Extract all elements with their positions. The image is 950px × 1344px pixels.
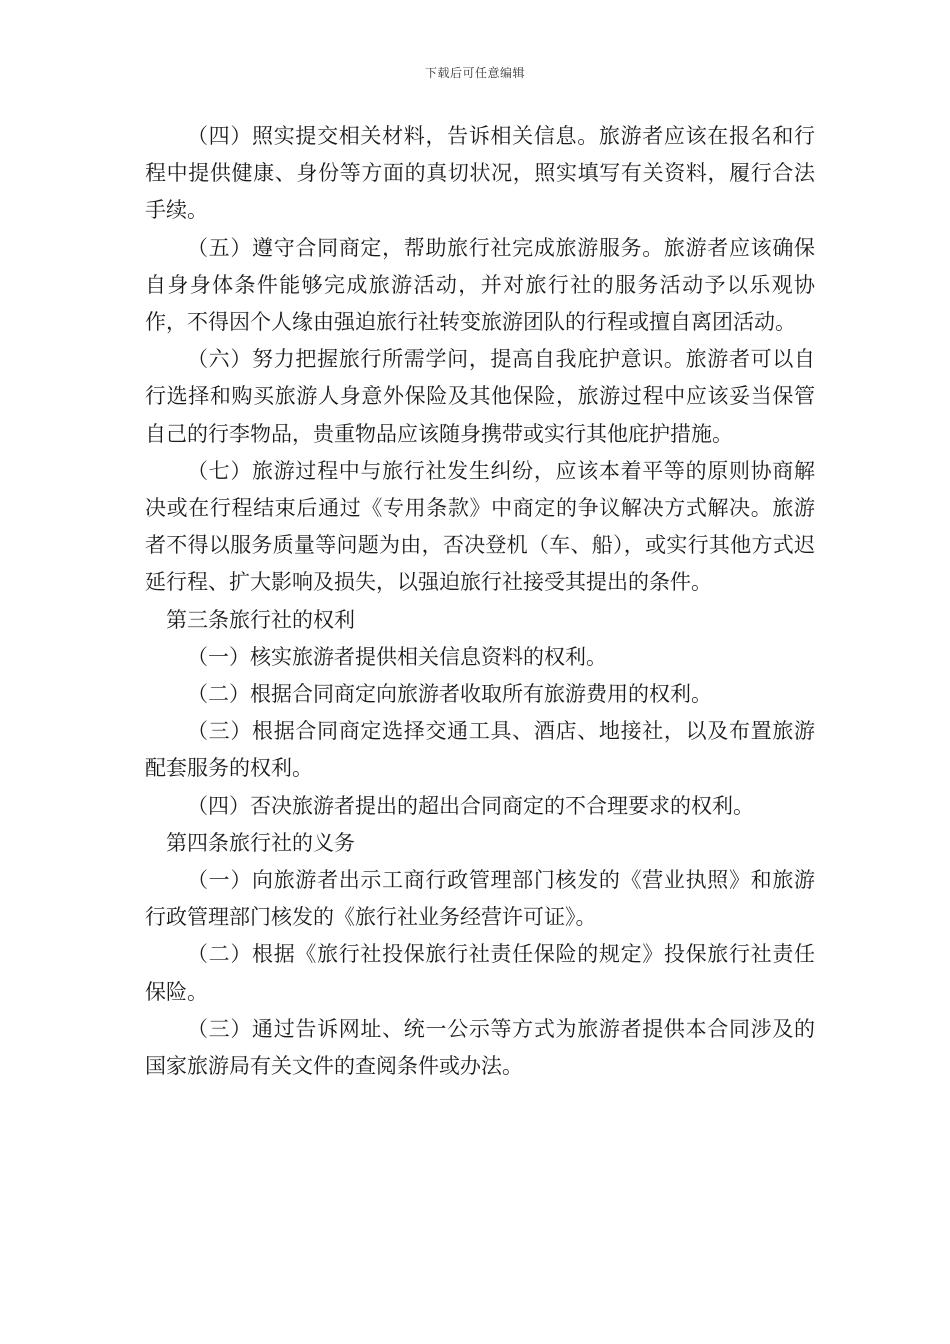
paragraph-clause-2-7: （七）旅游过程中与旅行社发生纠纷，应该本着平等的原则协商解决或在行程结束后通过《专用条款》中商定的争议解决方式解决。旅游者不得以服务质量等问题为由，否决登机（车、船），或实行其他方式迟延行程、扩大影响及损失，以强迫旅行社接受其提出的条件。 (145, 458, 815, 595)
paragraph-clause-3-4: （四）否决旅游者提出的超出合同商定的不合理要求的权利。 (187, 793, 754, 818)
paragraph-clause-3-1: （一）核实旅游者提供相关信息资料的权利。 (187, 644, 607, 669)
page-header: 下载后可任意编辑 (424, 66, 525, 80)
section-heading-article-3: 第三条旅行社的权利 (166, 607, 355, 632)
paragraph-clause-4-1: （一）向旅游者出示工商行政管理部门核发的《营业执照》和旅游行政管理部门核发的《旅行社业务经营许可证》。 (145, 868, 815, 930)
paragraph-clause-3-2: （二）根据合同商定向旅游者收取所有旅游费用的权利。 (187, 682, 712, 707)
paragraph-clause-2-5: （五）遵守合同商定，帮助旅行社完成旅游服务。旅游者应该确保自身身体条件能够完成旅游活动，并对旅行社的服务活动予以乐观协作，不得因个人缘由强迫旅行社转变旅游团队的行程或擅自离团活动。 (145, 235, 815, 335)
paragraph-clause-4-2: （二）根据《旅行社投保旅行社责任保险的规定》投保旅行社责任保险。 (145, 942, 815, 1004)
section-heading-article-4: 第四条旅行社的义务 (166, 830, 355, 855)
paragraph-clause-2-6: （六）努力把握旅行所需学问，提高自我庇护意识。旅游者可以自行选择和购买旅游人身意外保险及其他保险，旅游过程中应该妥当保管自己的行李物品，贵重物品应该随身携带或实行其他庇护措施。 (145, 347, 815, 446)
paragraph-clause-4-3: （三）通过告诉网址、统一公示等方式为旅游者提供本合同涉及的国家旅游局有关文件的查阅条件或办法。 (145, 1016, 815, 1079)
paragraph-clause-3-3: （三）根据合同商定选择交通工具、酒店、地接社，以及布置旅游配套服务的权利。 (145, 719, 815, 781)
document-body (145, 118, 815, 1085)
paragraph-clause-2-4: （四）照实提交相关材料，告诉相关信息。旅游者应该在报名和行程中提供健康、身份等方面的真切状况，照实填写有关资料，履行合法手续。 (145, 124, 815, 223)
